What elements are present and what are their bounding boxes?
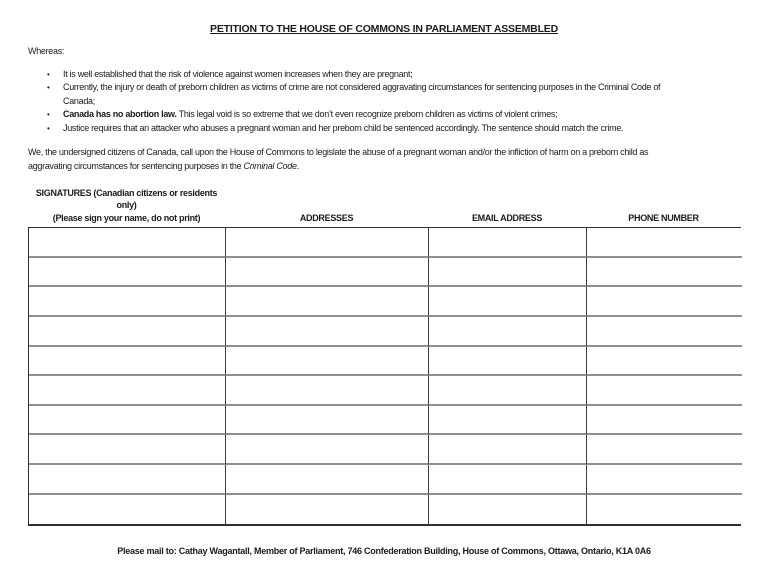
email-cell[interactable] [429,258,587,288]
address-cell[interactable] [226,347,429,377]
signature-cell[interactable] [29,465,226,495]
bullet-icon: • [47,83,50,92]
phone-cell[interactable] [587,347,742,377]
email-column-header-line: EMAIL ADDRESS [471,212,543,223]
email-column-header [428,187,586,224]
phone-cell[interactable] [587,317,742,347]
signature-cell[interactable] [29,347,226,377]
address-cell[interactable] [226,406,429,436]
email-cell[interactable] [429,317,587,347]
bullet-icon: • [47,69,50,79]
signature-column-header-line: SIGNATURES (Canadian citizens or residents [35,188,218,198]
signature-column-header-line: only) [116,200,137,211]
signature-cell[interactable] [29,495,226,525]
phone-cell[interactable] [587,495,742,525]
signature-cell[interactable] [29,258,226,288]
phone-cell[interactable] [587,465,742,495]
bullet-text-line: Canada has no abortion law. This legal void is so extreme that we don’t even recognize preborn children as victims of violent crimes; [63,109,558,119]
signature-cell[interactable] [29,376,226,406]
address-cell[interactable] [226,228,429,258]
email-cell[interactable] [429,376,587,406]
signature-cell[interactable] [29,287,226,317]
signatures-table-header-row [28,187,741,224]
address-cell[interactable] [226,495,429,525]
mailing-instructions: Please mail to: Cathay Wagantall, Member of Parliament, 746 Confederation Building, House of Commons, Ottawa, Ontario, K1A 0A6 [117,546,651,557]
bullet-icon: • [47,123,50,133]
email-cell[interactable] [429,287,587,317]
address-column-header [225,187,428,224]
signature-column-header-line: (Please sign your name, do not print) [52,212,201,223]
whereas-label: Whereas: [28,46,65,56]
bullet-icon: • [47,110,50,119]
address-cell[interactable] [226,258,429,288]
signature-cell[interactable] [29,435,226,465]
address-cell[interactable] [226,287,429,317]
email-cell[interactable] [429,435,587,465]
bullet-text-line: Justice requires that an attacker who abuses a pregnant woman and her preborn child be sentenced accordingly. The sentence should match the crime. [63,122,624,133]
bullet-item-1 [28,68,740,82]
address-cell[interactable] [226,465,429,495]
phone-cell[interactable] [587,435,742,465]
email-cell[interactable] [429,406,587,436]
bullet-text-line: Currently, the injury or death of preborn children as victims of crime are not considered aggravating circumstances for sentencing purposes in the Criminal Code of [63,82,661,92]
address-cell[interactable] [226,317,429,347]
phone-cell[interactable] [587,406,742,436]
email-cell[interactable] [429,347,587,377]
bullet-text-line: Canada; [63,95,95,106]
email-cell[interactable] [429,465,587,495]
petition-paragraph [28,146,740,173]
signatures-table [28,227,741,526]
phone-column-header [586,187,741,224]
phone-column-header-line: PHONE NUMBER [628,212,699,223]
address-cell[interactable] [226,435,429,465]
email-cell[interactable] [429,495,587,525]
petition-paragraph-line: We, the undersigned citizens of Canada, call upon the House of Commons to legislate the abuse of a pregnant woman and/or the infliction of harm on a preborn child as [28,147,649,157]
bullet-item-3 [28,108,740,122]
phone-cell[interactable] [587,376,742,406]
bullet-text-line: It is well established that the risk of violence against women increases when they are pregnant; [63,68,413,79]
phone-cell[interactable] [587,258,742,288]
page-title: PETITION TO THE HOUSE OF COMMONS IN PARLIAMENT ASSEMBLED [210,23,558,35]
petition-paragraph-line: aggravating circumstances for sentencing purposes in the Criminal Code. [28,160,299,171]
signature-cell[interactable] [29,317,226,347]
bullet-item-4 [28,122,740,136]
address-cell[interactable] [226,376,429,406]
signature-cell[interactable] [29,228,226,258]
phone-cell[interactable] [587,287,742,317]
email-cell[interactable] [429,228,587,258]
whereas-bullet-list [28,68,740,136]
address-column-header-line: ADDRESSES [299,212,354,223]
signature-column-header [28,187,225,224]
bullet-item-2 [28,81,740,108]
phone-cell[interactable] [587,228,742,258]
signature-cell[interactable] [29,406,226,436]
